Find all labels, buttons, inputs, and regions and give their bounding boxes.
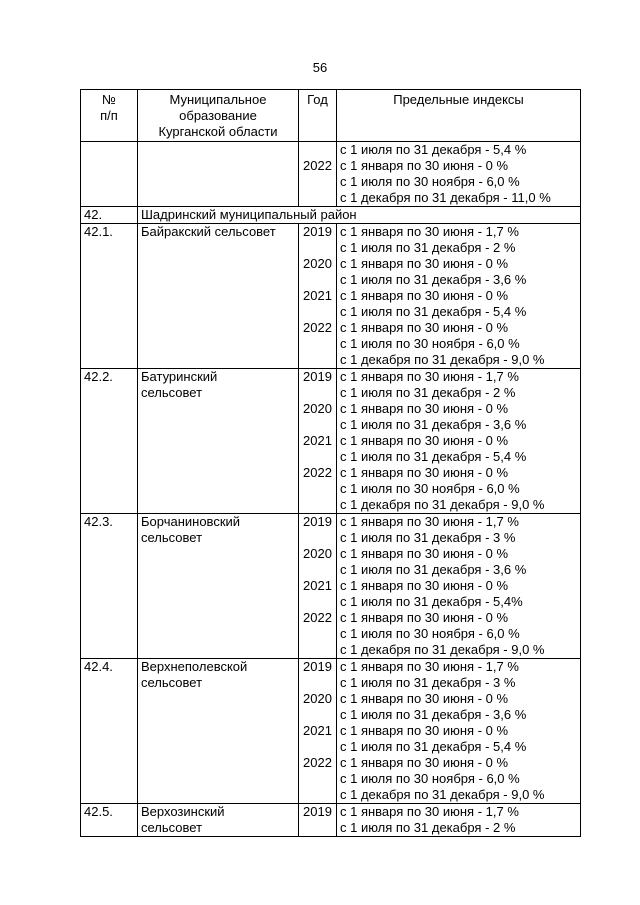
index-line: с 1 июля по 30 ноября - 6,0 % <box>340 481 520 496</box>
header-num-line: п/п <box>100 108 118 123</box>
year-line: 2020 <box>303 256 332 271</box>
municipality-line: Верхозинский <box>141 804 225 819</box>
municipality-line: сельсовет <box>141 820 203 835</box>
header-num <box>81 90 138 142</box>
index-line: с 1 января по 30 июня - 0 % <box>340 723 509 738</box>
header-indices-label: Предельные индексы <box>393 92 524 107</box>
table-row <box>81 659 581 804</box>
header-municipality-line: Курганской области <box>158 124 278 139</box>
year-line <box>302 787 333 803</box>
price-index-table <box>80 89 581 837</box>
row-num-text: 42.5. <box>84 804 113 819</box>
year-line: 2020 <box>303 401 332 416</box>
table-row <box>81 224 581 369</box>
year-line: 2022 <box>303 320 332 335</box>
year-line: 2021 <box>303 433 332 448</box>
index-line: с 1 января по 30 июня - 1,7 % <box>340 224 519 239</box>
index-line: с 1 июля по 31 декабря - 5,4 % <box>340 304 527 319</box>
year-line <box>302 481 333 497</box>
year-line <box>302 417 333 433</box>
header-year <box>299 90 337 142</box>
index-line: с 1 января по 30 июня - 0 % <box>340 755 509 770</box>
index-line: с 1 июля по 31 декабря - 5,4 % <box>340 449 527 464</box>
year-line <box>302 530 333 546</box>
municipality-line: Верхнеполевской <box>141 659 248 674</box>
index-line: с 1 января по 30 июня - 1,7 % <box>340 659 519 674</box>
year-line: 2020 <box>303 546 332 561</box>
header-municipality-line: образование <box>179 108 257 123</box>
row-years <box>299 659 337 804</box>
year-line <box>302 771 333 787</box>
row-indices <box>337 514 581 659</box>
row-municipality <box>138 804 299 837</box>
index-line: с 1 января по 30 июня - 0 % <box>340 401 509 416</box>
year-line: 2019 <box>303 369 332 384</box>
index-line: с 1 июля по 31 декабря - 5,4% <box>340 594 523 609</box>
year-line <box>302 240 333 256</box>
index-line: с 1 января по 30 июня - 0 % <box>340 691 509 706</box>
page-number: 56 <box>312 60 328 75</box>
year-line <box>302 352 333 368</box>
index-line: с 1 июля по 31 декабря - 2 % <box>340 385 516 400</box>
year-line: 2019 <box>303 804 332 819</box>
index-line: с 1 июля по 30 ноября - 6,0 % <box>340 174 520 189</box>
year-line <box>302 336 333 352</box>
year-line <box>302 497 333 513</box>
row-num <box>81 224 138 369</box>
municipality-line: Борчаниновский <box>141 514 241 529</box>
row-indices <box>337 804 581 837</box>
district-row <box>81 207 581 224</box>
district-num-text: 42. <box>84 207 103 222</box>
index-line: с 1 декабря по 31 декабря - 9,0 % <box>340 352 545 367</box>
index-line: с 1 января по 30 июня - 0 % <box>340 610 509 625</box>
row-num-text: 42.2. <box>84 369 113 384</box>
row-municipality <box>138 659 299 804</box>
index-line: с 1 июля по 31 декабря - 3 % <box>340 530 516 545</box>
index-line: с 1 декабря по 31 декабря - 9,0 % <box>340 787 545 802</box>
continuation-years <box>299 142 337 207</box>
index-line: с 1 июля по 31 декабря - 3,6 % <box>340 272 527 287</box>
row-num <box>81 659 138 804</box>
index-line: с 1 декабря по 31 декабря - 11,0 % <box>340 190 551 205</box>
municipality-line: сельсовет <box>141 385 203 400</box>
year-line <box>302 142 333 158</box>
index-line: с 1 января по 30 июня - 1,7 % <box>340 369 519 384</box>
year-line <box>302 739 333 755</box>
year-line: 2022 <box>303 158 332 173</box>
municipality-line: сельсовет <box>141 675 203 690</box>
index-line: с 1 июля по 31 декабря - 3,6 % <box>340 707 527 722</box>
index-line: с 1 июля по 31 декабря - 3,6 % <box>340 417 527 432</box>
index-line: с 1 января по 30 июня - 0 % <box>340 546 509 561</box>
district-name-text: Шадринский муниципальный район <box>141 207 357 222</box>
year-line <box>302 174 333 190</box>
row-indices <box>337 369 581 514</box>
index-line: с 1 июля по 31 декабря - 2 % <box>340 240 516 255</box>
row-indices <box>337 659 581 804</box>
year-line <box>302 675 333 691</box>
index-line: с 1 июля по 30 ноября - 6,0 % <box>340 336 520 351</box>
index-line: с 1 января по 30 июня - 0 % <box>340 256 509 271</box>
index-line: с 1 декабря по 31 декабря - 9,0 % <box>340 497 545 512</box>
header-municipality-line: Муниципальное <box>169 92 267 107</box>
table-row <box>81 804 581 837</box>
index-line: с 1 июля по 31 декабря - 3 % <box>340 675 516 690</box>
index-line: с 1 июля по 30 ноября - 6,0 % <box>340 771 520 786</box>
year-line: 2021 <box>303 578 332 593</box>
continuation-row <box>81 142 581 207</box>
index-line: с 1 января по 30 июня - 0 % <box>340 288 509 303</box>
year-line <box>302 820 333 836</box>
municipality-line: сельсовет <box>141 530 203 545</box>
row-num <box>81 369 138 514</box>
table-row <box>81 369 581 514</box>
index-line: с 1 декабря по 31 декабря - 9,0 % <box>340 642 545 657</box>
row-num-text: 42.1. <box>84 224 113 239</box>
index-line: с 1 июля по 31 декабря - 3,6 % <box>340 562 527 577</box>
header-municipality <box>138 90 299 142</box>
district-name <box>138 207 581 224</box>
year-line <box>302 594 333 610</box>
index-line: с 1 января по 30 июня - 0 % <box>340 465 509 480</box>
continuation-indices <box>337 142 581 207</box>
municipality-line: Байракский сельсовет <box>141 224 276 239</box>
municipality-line: Батуринский <box>141 369 218 384</box>
year-line: 2022 <box>303 755 332 770</box>
index-line: с 1 января по 30 июня - 1,7 % <box>340 804 519 819</box>
district-num <box>81 207 138 224</box>
header-num-line: № <box>102 92 116 107</box>
header-year-label: Год <box>307 92 328 107</box>
table-row <box>81 514 581 659</box>
year-line <box>302 272 333 288</box>
year-line: 2019 <box>303 224 332 239</box>
year-line <box>302 449 333 465</box>
continuation-num <box>81 142 138 207</box>
row-municipality <box>138 369 299 514</box>
year-line: 2019 <box>303 514 332 529</box>
year-line: 2022 <box>303 465 332 480</box>
table-body <box>81 142 581 837</box>
header-indices <box>337 90 581 142</box>
table-header-row <box>81 90 581 142</box>
row-municipality <box>138 224 299 369</box>
row-num <box>81 514 138 659</box>
index-line: с 1 января по 30 июня - 1,7 % <box>340 514 519 529</box>
year-line: 2020 <box>303 691 332 706</box>
year-line: 2021 <box>303 723 332 738</box>
row-num-text: 42.3. <box>84 514 113 529</box>
row-num-text: 42.4. <box>84 659 113 674</box>
index-line: с 1 июля по 31 декабря - 2 % <box>340 820 516 835</box>
index-line: с 1 января по 30 июня - 0 % <box>340 320 509 335</box>
year-line: 2022 <box>303 610 332 625</box>
row-years <box>299 804 337 837</box>
row-years <box>299 369 337 514</box>
row-indices <box>337 224 581 369</box>
row-years <box>299 224 337 369</box>
year-line <box>302 190 333 206</box>
year-line: 2019 <box>303 659 332 674</box>
year-line <box>302 707 333 723</box>
row-num <box>81 804 138 837</box>
index-line: с 1 июля по 30 ноября - 6,0 % <box>340 626 520 641</box>
index-line: с 1 июля по 31 декабря - 5,4 % <box>340 739 527 754</box>
year-line <box>302 642 333 658</box>
year-line: 2021 <box>303 288 332 303</box>
index-line: с 1 января по 30 июня - 0 % <box>340 578 509 593</box>
index-line: с 1 июля по 31 декабря - 5,4 % <box>340 142 527 157</box>
year-line <box>302 562 333 578</box>
index-line: с 1 января по 30 июня - 0 % <box>340 158 509 173</box>
year-line <box>302 626 333 642</box>
year-line <box>302 385 333 401</box>
row-years <box>299 514 337 659</box>
row-municipality <box>138 514 299 659</box>
continuation-name <box>138 142 299 207</box>
year-line <box>302 304 333 320</box>
index-line: с 1 января по 30 июня - 0 % <box>340 433 509 448</box>
